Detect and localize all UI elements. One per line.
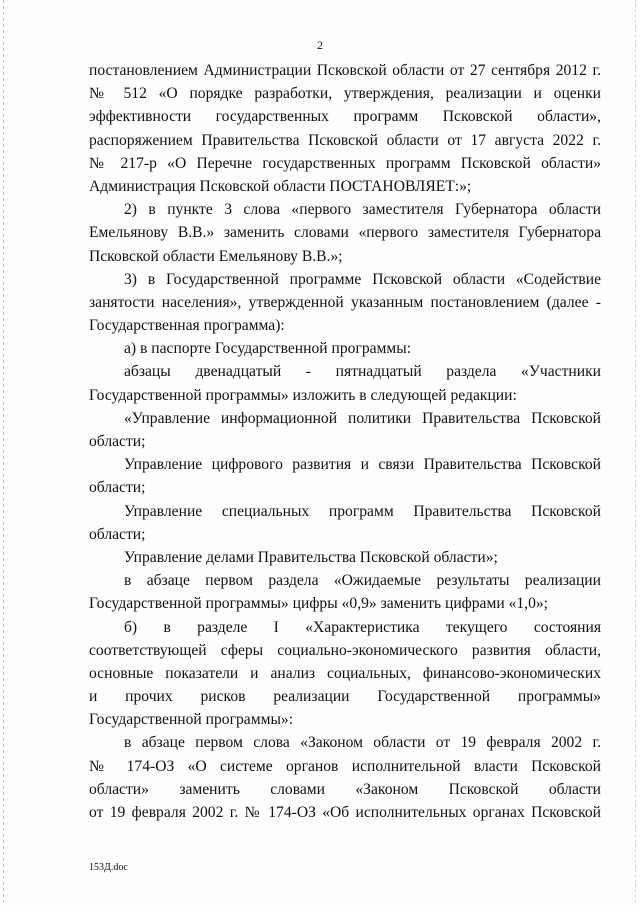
text-line: «Управление информационной политики Правительства Псковской: [124, 409, 601, 427]
text-line: Управление делами Правительства Псковской области»;: [124, 548, 498, 566]
text-line: области;: [89, 433, 146, 450]
file-name-footer: 153Д.doc: [89, 862, 128, 873]
text-line: Государственной программы» цифры «0,9» заменить цифрами «1,0»;: [89, 595, 549, 613]
text-line: Емельянову В.В.» заменить словами «первого заместителя Губернатора: [89, 224, 601, 242]
text-line: занятости населения», утвержденной указанным постановлением (далее -: [89, 293, 601, 311]
text-line: б) в разделе I «Характеристика текущего состояния: [124, 618, 601, 636]
text-line: № 512 «О порядке разработки, утверждения, реализации и оценки: [89, 85, 601, 103]
text-line: области;: [89, 525, 146, 543]
document-body: [89, 59, 601, 824]
text-line: области;: [89, 479, 146, 497]
scan-edge-right: [635, 0, 636, 905]
text-line: области» заменить словами «Законом Псковской области: [89, 780, 601, 798]
text-line: 3) в Государственной программе Псковской области «Содействие: [124, 270, 601, 288]
scan-edge-left: [3, 0, 4, 905]
text-line: эффективности государственных программ Псковской области»,: [89, 108, 601, 126]
text-line: в абзаце первом раздела «Ожидаемые результаты реализации: [124, 572, 601, 590]
text-line: № 174-ОЗ «О системе органов исполнительной власти Псковской: [89, 757, 601, 775]
text-line: и прочих рисков реализации Государственной программы»: [89, 688, 601, 706]
text-line: постановлением Администрации Псковской области от 27 сентября 2012 г.: [89, 62, 601, 79]
text-line: Администрация Псковской области ПОСТАНОВЛЯЕТ:»;: [89, 177, 472, 195]
text-line: Псковской области Емельянову В.В.»;: [89, 247, 343, 265]
text-line: № 217-р «О Перечне государственных программ Псковской области»: [89, 154, 601, 172]
text-line: Государственной программы»:: [89, 711, 294, 729]
text-line: Управление цифрового развития и связи Правительства Псковской: [124, 456, 601, 474]
text-line: Государственной программы» изложить в следующей редакции:: [89, 386, 517, 404]
text-line: Государственная программа):: [89, 317, 285, 335]
text-line: в абзаце первом слова «Законом области от 19 февраля 2002 г.: [124, 734, 601, 752]
page-number: 2: [317, 38, 323, 52]
text-line: основные показатели и анализ социальных, финансово-экономических: [89, 664, 601, 682]
text-line: Управление специальных программ Правительства Псковской: [124, 502, 601, 520]
text-line: а) в паспорте Государственной программы:: [124, 340, 412, 358]
text-line: абзацы двенадцатый - пятнадцатый раздела «Участники: [124, 363, 601, 381]
text-line: 2) в пункте 3 слова «первого заместителя Губернатора области: [124, 201, 601, 219]
text-line: соответствующей сферы социально-экономического развития области,: [89, 641, 601, 659]
text-line: распоряжением Правительства Псковской области от 17 августа 2022 г.: [89, 131, 601, 149]
text-line: от 19 февраля 2002 г. № 174-ОЗ «Об исполнительных органах Псковской: [89, 804, 601, 821]
